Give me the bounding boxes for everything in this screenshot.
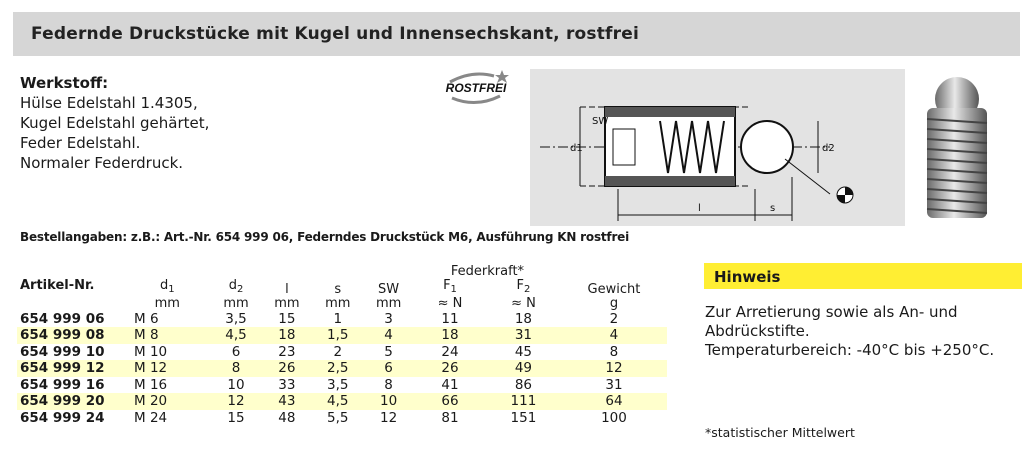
- cell-f2: 151: [510, 409, 537, 426]
- cell-d1: M 8: [124, 327, 211, 344]
- cell-f2: 31: [486, 327, 561, 344]
- table-row: [17, 410, 667, 427]
- note-line: Zur Arretierung sowie als An- und: [705, 303, 958, 321]
- material-line: Hülse Edelstahl 1.4305,: [20, 94, 198, 112]
- cell-sw: 4: [363, 327, 414, 344]
- cell-gewicht: 31: [605, 376, 623, 393]
- cell-d2: 4,5: [211, 327, 262, 344]
- col-header-artikel: Artikel-Nr.: [20, 277, 95, 293]
- cell-f2: 49: [486, 360, 561, 377]
- cell-artikel: 654 999 10: [20, 343, 105, 360]
- cell-l: 48: [278, 409, 296, 426]
- table-row: [17, 344, 667, 361]
- cell-artikel: 654 999 06: [20, 310, 105, 327]
- cell-d2: 8: [211, 360, 262, 377]
- cell-d1: M 24: [134, 409, 168, 426]
- cell-sw: 12: [380, 409, 398, 426]
- material-line: Feder Edelstahl.: [20, 134, 141, 152]
- drawing-label-s: s: [770, 203, 776, 214]
- table-row: [17, 360, 667, 377]
- drawing-label-d2: d2: [822, 143, 835, 154]
- cell-s: 1,5: [312, 327, 363, 344]
- cell-d2: 6: [231, 343, 241, 360]
- cell-sw: 6: [363, 360, 414, 377]
- col-header-sw: SW mm: [375, 281, 402, 311]
- cell-artikel: 654 999 08: [17, 327, 124, 344]
- cell-l: 23: [278, 343, 296, 360]
- cell-s: 2,5: [312, 360, 363, 377]
- material-block: [20, 73, 209, 173]
- cell-l: 18: [261, 327, 312, 344]
- cell-s: 3,5: [327, 376, 349, 393]
- cell-gewicht: 4: [561, 327, 667, 344]
- cell-s: 1: [333, 310, 343, 327]
- col-header-d2: $d_2$ mm: [223, 277, 249, 311]
- cell-gewicht: 12: [561, 360, 667, 377]
- table-row: [17, 377, 667, 394]
- cell-gewicht: 2: [609, 310, 619, 327]
- footnote: *statistischer Mittelwert: [705, 425, 855, 440]
- material-heading: Werkstoff:: [20, 74, 109, 92]
- cell-artikel: 654 999 24: [20, 409, 105, 426]
- cell-f1: 11: [441, 310, 459, 327]
- cell-sw: 5: [384, 343, 393, 360]
- cell-f1: 81: [441, 409, 459, 426]
- cell-f2: 45: [514, 343, 533, 360]
- cell-d2: 3,5: [225, 310, 247, 327]
- note-heading-box: [704, 263, 1022, 289]
- cell-f1: 66: [414, 393, 486, 410]
- cell-sw: 3: [384, 310, 393, 327]
- cell-d2: 10: [227, 376, 245, 393]
- cell-gewicht: 8: [609, 343, 619, 360]
- note-heading: Hinweis: [714, 268, 781, 286]
- product-photo: [912, 74, 1002, 224]
- table-row: [17, 327, 667, 344]
- drawing-label-sw: SW: [592, 116, 609, 127]
- rostfrei-logo: [442, 68, 512, 108]
- cell-f1: 18: [414, 327, 486, 344]
- note-text: [705, 303, 1015, 360]
- note-line: Temperaturbereich: -40°C bis +250°C.: [705, 341, 995, 359]
- cell-s: 5,5: [327, 409, 349, 426]
- cell-l: 43: [261, 393, 312, 410]
- drawing-label-l: l: [698, 203, 701, 214]
- cell-d1: M 20: [124, 393, 211, 410]
- col-header-s: s mm: [325, 281, 351, 311]
- technical-drawing: [530, 69, 905, 226]
- cell-l: 26: [261, 360, 312, 377]
- order-info: Bestellangaben: z.B.: Art.-Nr. 654 999 06, Federndes Druckstück M6, Ausführung KN rostfrei: [20, 230, 630, 244]
- title-bar: [13, 12, 1020, 56]
- note-line: Abdrückstifte.: [705, 322, 810, 340]
- cell-d1: M 16: [134, 376, 168, 393]
- federkraft-header: Federkraft*: [450, 263, 525, 279]
- drawing-label-d1: d1: [570, 143, 583, 154]
- cell-s: 4,5: [312, 393, 363, 410]
- logo-text: ROSTFREI: [445, 81, 507, 95]
- table-row: [17, 393, 667, 410]
- col-header-d1: $d_1$ mm: [154, 277, 180, 311]
- cell-d1: M 10: [134, 343, 168, 360]
- cell-l: 15: [278, 310, 296, 327]
- page-title: Federnde Druckstücke mit Kugel und Innensechskant, rostfrei: [31, 24, 639, 44]
- cell-gewicht: 64: [561, 393, 667, 410]
- cell-f1: 24: [441, 343, 459, 360]
- cell-artikel: 654 999 20: [17, 393, 124, 410]
- cell-f2: 86: [514, 376, 533, 393]
- cell-d2: 15: [227, 409, 245, 426]
- cell-f1: 41: [441, 376, 459, 393]
- cell-f1: 26: [414, 360, 486, 377]
- cell-sw: 10: [363, 393, 414, 410]
- cell-gewicht: 100: [601, 409, 627, 426]
- product-table: [17, 262, 667, 426]
- material-line: Kugel Edelstahl gehärtet,: [20, 114, 210, 132]
- col-header-l: l mm: [274, 281, 300, 311]
- col-header-f1: $F_1$ ≈ N: [437, 277, 463, 311]
- cell-sw: 8: [384, 376, 393, 393]
- cell-d2: 12: [211, 393, 262, 410]
- cell-f2: 18: [514, 310, 533, 327]
- col-header-gewicht: Gewicht g: [587, 281, 641, 311]
- table-row: [17, 311, 667, 328]
- cell-s: 2: [333, 343, 343, 360]
- cell-artikel: 654 999 12: [17, 360, 124, 377]
- col-header-f2: $F_2$ ≈ N: [511, 277, 536, 311]
- cell-l: 33: [278, 376, 296, 393]
- cell-d1: M 12: [124, 360, 211, 377]
- cell-artikel: 654 999 16: [20, 376, 105, 393]
- cell-f2: 111: [486, 393, 561, 410]
- material-line: Normaler Federdruck.: [20, 154, 184, 172]
- cell-d1: M 6: [134, 310, 159, 327]
